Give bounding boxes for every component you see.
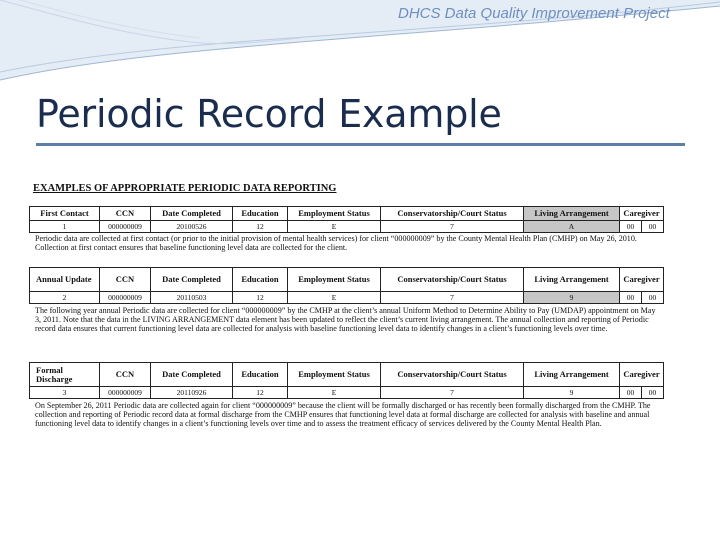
- annual-update-table: [29, 267, 664, 304]
- header-cell: Education: [233, 268, 288, 292]
- value-cell: 00: [620, 221, 642, 233]
- value-cell: 20100526: [151, 221, 233, 233]
- value-cell: 000000009: [100, 292, 151, 304]
- header-cell: Living Arrangement: [524, 207, 620, 221]
- value-cell: 00: [620, 387, 642, 399]
- header-cell: Employment Status: [288, 268, 381, 292]
- value-cell: 7: [381, 292, 524, 304]
- header-cell: Date Completed: [151, 207, 233, 221]
- value-cell: 00: [642, 221, 664, 233]
- value-cell: 9: [524, 387, 620, 399]
- header-cell: First Contact: [30, 207, 100, 221]
- value-cell: 2: [30, 292, 100, 304]
- first-contact-table: [29, 206, 664, 233]
- page-title: Periodic Record Example: [36, 92, 502, 136]
- header-cell: Formal Discharge: [30, 363, 100, 387]
- value-cell: 12: [233, 221, 288, 233]
- header-cell: Caregiver: [620, 207, 664, 221]
- first-contact-note: Periodic data are collected at first contact (or prior to the initial provision of mental health services) for client “000000009” by the County Mental Health Plan (CMHP) on May 26, 2010. Collection at first contact ensures that baseline functioning level data are collected for the client.: [35, 234, 637, 253]
- header-cell: Education: [233, 363, 288, 387]
- value-cell: 7: [381, 387, 524, 399]
- header-cell: Employment Status: [288, 207, 381, 221]
- value-cell: A: [524, 221, 620, 233]
- value-cell: E: [288, 221, 381, 233]
- value-cell: 000000009: [100, 221, 151, 233]
- formal-discharge-note: On September 26, 2011 Periodic data are collected again for client “000000009” because the client will be formally discharged or has recently been formally discharged from the CMHP. The collection and reporting of Periodic record data at formal discharge from the CMHP ensures that functioning level data at formal discharge are collected for analysis with baseline and annual functioning level data to identify changes in a client’s functioning levels over time and to assess the treatment efficacy of services delivered by the County Mental Health Plan.: [35, 401, 651, 429]
- header-cell: Date Completed: [151, 363, 233, 387]
- value-cell: 3: [30, 387, 100, 399]
- value-cell: 00: [642, 387, 664, 399]
- header-cell: Conservatorship/Court Status: [381, 363, 524, 387]
- value-cell: 9: [524, 292, 620, 304]
- header-cell: CCN: [100, 363, 151, 387]
- header-cell: Caregiver: [620, 268, 664, 292]
- header-cell: CCN: [100, 207, 151, 221]
- value-cell: 00: [642, 292, 664, 304]
- value-cell: E: [288, 292, 381, 304]
- value-cell: 00: [620, 292, 642, 304]
- header-cell: Employment Status: [288, 363, 381, 387]
- header-cell: Conservatorship/Court Status: [381, 268, 524, 292]
- header-cell: Annual Update: [30, 268, 100, 292]
- header-cell: Education: [233, 207, 288, 221]
- header-cell: CCN: [100, 268, 151, 292]
- document-heading: EXAMPLES OF APPROPRIATE PERIODIC DATA REPORTING: [33, 183, 337, 194]
- value-cell: 20110926: [151, 387, 233, 399]
- header-cell: Living Arrangement: [524, 268, 620, 292]
- value-cell: 000000009: [100, 387, 151, 399]
- title-underline: [36, 143, 685, 146]
- header-cell: Conservatorship/Court Status: [381, 207, 524, 221]
- header-cell: Living Arrangement: [524, 363, 620, 387]
- value-cell: 20110503: [151, 292, 233, 304]
- value-cell: 1: [30, 221, 100, 233]
- header-cell: Date Completed: [151, 268, 233, 292]
- header-cell: Caregiver: [620, 363, 664, 387]
- document-image: [29, 175, 666, 450]
- value-cell: 12: [233, 387, 288, 399]
- annual-update-note: The following year annual Periodic data are collected for client “000000009” by the CMHP at the client’s annual Uniform Method to Determine Ability to Pay (UMDAP) appointment on May 3, 2011. Note that the data in the LIVING ARRANGEMENT data element has been updated to reflect the client’s current living arrangement. The annual collection and reporting of Periodic record data ensures that current functioning level data are collected for analysis with baseline functioning level data to identify changes in a client’s functioning levels over time.: [35, 306, 656, 334]
- value-cell: 7: [381, 221, 524, 233]
- formal-discharge-table: [29, 362, 664, 399]
- value-cell: E: [288, 387, 381, 399]
- header-text: DHCS Data Quality Improvement Project: [398, 5, 670, 22]
- value-cell: 12: [233, 292, 288, 304]
